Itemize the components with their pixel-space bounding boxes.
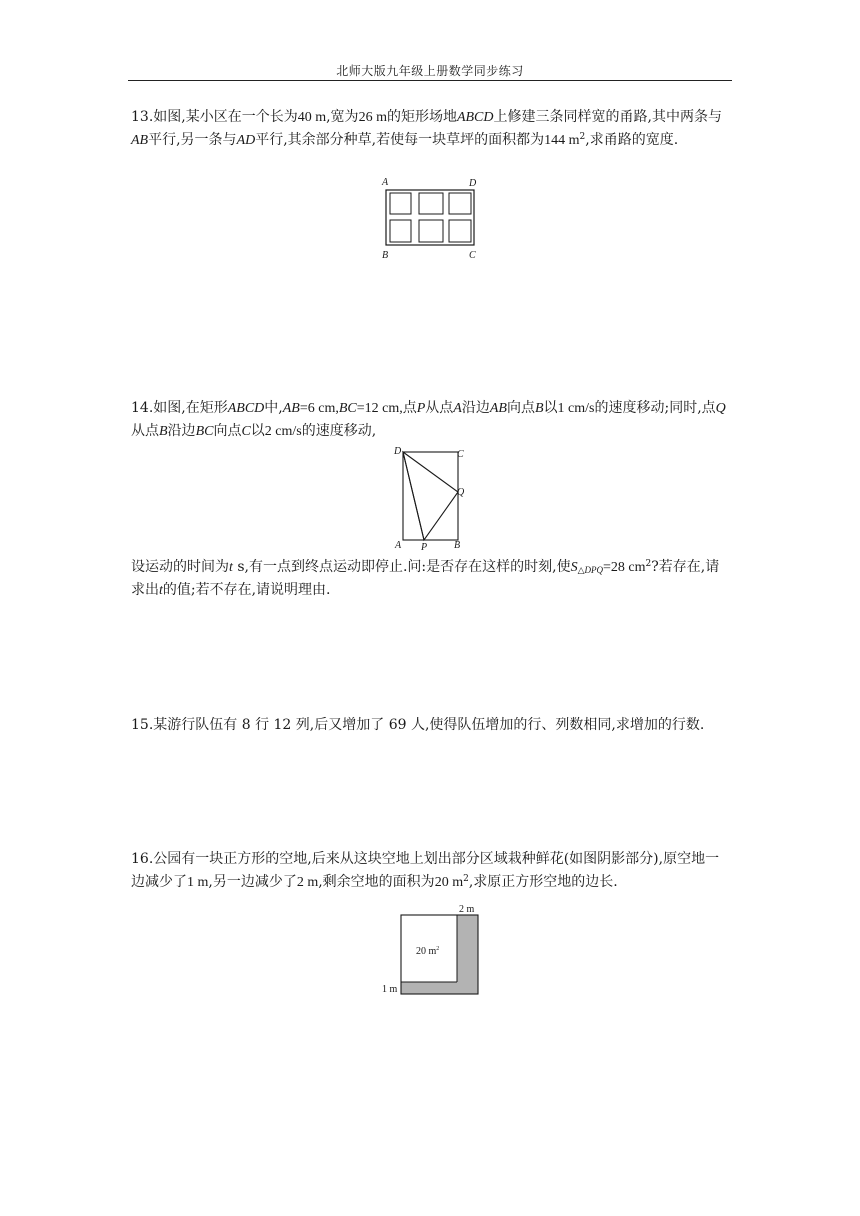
area-label: 20 $m^2$ — [416, 946, 440, 957]
question-15: 15.某游行队伍有 8 行 12 列,后又增加了 69 人,使得队伍增加的行、列数相同,求增加的行数. — [131, 717, 705, 733]
shaded-flower-area-bottom — [401, 982, 478, 994]
question-number: 15. — [131, 717, 154, 733]
label-D: D — [394, 446, 402, 457]
label-1m: 1 m — [382, 984, 398, 995]
label-A: A — [382, 177, 389, 188]
label-C: C — [469, 250, 476, 261]
question-number: 13. — [131, 109, 154, 125]
figure-13-road-diagram — [378, 174, 488, 262]
question-13: 13.如图,某小区在一个长为40 m,宽为26 m的矩形场地ABCD上修建三条同样宽的甬路,其中两条与AB平行,另一条与AD平行,其余部分种草,若使每一块草坪的面积都为144 $m^2$,求甬路的宽度. — [131, 109, 722, 148]
question-16: 16.公园有一块正方形的空地,后来从这块空地上划出部分区域栽种鲜花(如图阴影部分),原空地一边减少了1 m,另一边减少了2 m,剩余空地的面积为20 $m^2$,求原正方形空地的边长. — [131, 851, 720, 890]
label-2m: 2 m — [459, 904, 475, 915]
header-divider — [128, 80, 732, 81]
question-14: 14.如图,在矩形ABCD中,AB=6 cm,BC=12 cm,点P从点A沿边AB向点B以1 cm/s的速度移动;同时,点Q从点B沿边BC向点C以2 cm/s的速度移动, — [131, 400, 726, 439]
label-Q: Q — [457, 487, 465, 498]
question-number: 16. — [131, 851, 154, 867]
question-14-continued: 设运动的时间为t s,有一点到终点运动即停止.问:是否存在这样的时刻,使$S_{\triangle DPQ}=28$ $cm^2$?若存在,请求出t的值;若不存在,请说明理由. — [131, 559, 720, 598]
label-C: C — [457, 449, 464, 460]
label-B: B — [454, 540, 461, 551]
label-P: P — [421, 542, 428, 553]
question-number: 14. — [131, 400, 154, 416]
label-D: D — [469, 178, 477, 189]
page-header: 北师大版九年级上册数学同步练习 — [336, 64, 524, 78]
label-A: A — [395, 540, 402, 551]
figure-16-square-plot — [378, 902, 482, 998]
label-B: B — [382, 250, 389, 261]
figure-14-rectangle-triangle — [390, 444, 474, 554]
